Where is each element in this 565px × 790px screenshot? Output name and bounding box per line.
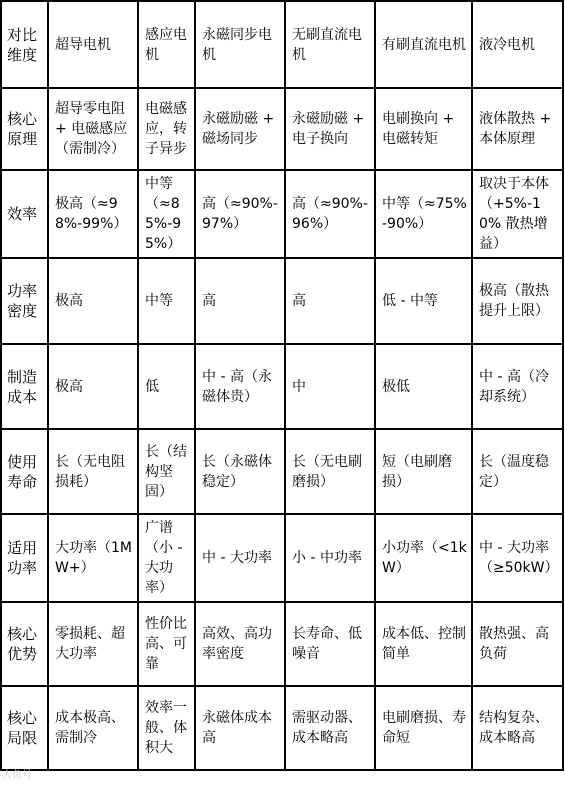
table-cell: 取决于本体（+5%-10% 散热增益）: [472, 170, 563, 258]
table-row: [1, 429, 563, 514]
table-cell: 中: [285, 344, 375, 429]
table-cell: 成本低、控制简单: [375, 602, 472, 686]
table-cell: 极高: [48, 344, 138, 429]
table-cell: 小功率（<1kW）: [375, 514, 472, 602]
row-dimension-label: 核心优势: [1, 602, 48, 686]
table-row: [1, 514, 563, 602]
table-cell: 成本极高、需制冷: [48, 686, 138, 770]
table-cell: 零损耗、超大功率: [48, 602, 138, 686]
table-cell: 永磁体成本高: [195, 686, 285, 770]
row-dimension-label: 制造成本: [1, 344, 48, 429]
table-cell: 中等（≈85%-95%）: [138, 170, 195, 258]
table-cell: 长（温度稳定）: [472, 429, 563, 514]
table-cell: 大功率（1MW+）: [48, 514, 138, 602]
table-cell: 中等: [138, 258, 195, 344]
table-row: [1, 602, 563, 686]
table-cell: 广谱（小 - 大功率）: [138, 514, 195, 602]
table-cell: 长（无电阻损耗）: [48, 429, 138, 514]
table-cell: 结构复杂、成本略高: [472, 686, 563, 770]
table-cell: 高（≈90%-97%）: [195, 170, 285, 258]
table-row: [1, 88, 563, 170]
table-cell: 液体散热 + 本体原理: [472, 88, 563, 170]
row-dimension-label: 效率: [1, 170, 48, 258]
row-dimension-label: 适用功率: [1, 514, 48, 602]
header-dimension: 对比维度: [1, 1, 48, 88]
table-cell: 电磁感应，转子异步: [138, 88, 195, 170]
header-pmsm: 永磁同步电机: [195, 1, 285, 88]
table-cell: 低: [138, 344, 195, 429]
table-cell: 中 - 高（冷却系统）: [472, 344, 563, 429]
table-cell: 长寿命、低噪音: [285, 602, 375, 686]
header-bldc-motor: 无刷直流电机: [285, 1, 375, 88]
table-cell: 效率一般、体积大: [138, 686, 195, 770]
table-cell: 超导零电阻 + 电磁感应（需制冷）: [48, 88, 138, 170]
table-cell: 性价比高、可靠: [138, 602, 195, 686]
table-cell: 高: [195, 258, 285, 344]
table-cell: 低 - 中等: [375, 258, 472, 344]
table-cell: 高: [285, 258, 375, 344]
table-cell: 散热强、高负荷: [472, 602, 563, 686]
row-dimension-label: 核心局限: [1, 686, 48, 770]
row-dimension-label: 使用寿命: [1, 429, 48, 514]
table-cell: 长（永磁体稳定）: [195, 429, 285, 514]
table-cell: 电刷磨损、寿命短: [375, 686, 472, 770]
row-dimension-label: 核心原理: [1, 88, 48, 170]
header-brushed-dc-motor: 有刷直流电机: [375, 1, 472, 88]
header-superconducting-motor: 超导电机: [48, 1, 138, 88]
table-cell: 需驱动器、成本略高: [285, 686, 375, 770]
table-cell: 极高（散热提升上限）: [472, 258, 563, 344]
table-cell: 短（电刷磨损）: [375, 429, 472, 514]
table-cell: 中 - 大功率（≥50kW）: [472, 514, 563, 602]
table-cell: 永磁励磁 + 磁场同步: [195, 88, 285, 170]
table-cell: 中 - 高（永磁体贵）: [195, 344, 285, 429]
table-cell: 电刷换向 + 电磁转矩: [375, 88, 472, 170]
table-cell: 长（无电刷磨损）: [285, 429, 375, 514]
watermark-logo: 大鱼号: [2, 770, 32, 781]
table-cell: 高效、高功率密度: [195, 602, 285, 686]
header-liquid-cooled-motor: 液冷电机: [472, 1, 563, 88]
table-row: [1, 258, 563, 344]
table-cell: 极低: [375, 344, 472, 429]
table-cell: 高（≈90%-96%）: [285, 170, 375, 258]
header-induction-motor: 感应电机: [138, 1, 195, 88]
table-row: [1, 686, 563, 770]
table-row: [1, 344, 563, 429]
table-cell: 永磁励磁 + 电子换向: [285, 88, 375, 170]
table-cell: 小 - 中功率: [285, 514, 375, 602]
table-row: [1, 170, 563, 258]
table-cell: 极高（≈98%-99%）: [48, 170, 138, 258]
table-cell: 长（结构坚固）: [138, 429, 195, 514]
header-row: [1, 1, 563, 88]
row-dimension-label: 功率密度: [1, 258, 48, 344]
table-cell: 中 - 大功率: [195, 514, 285, 602]
table-cell: 极高: [48, 258, 138, 344]
table-cell: 中等（≈75%-90%）: [375, 170, 472, 258]
